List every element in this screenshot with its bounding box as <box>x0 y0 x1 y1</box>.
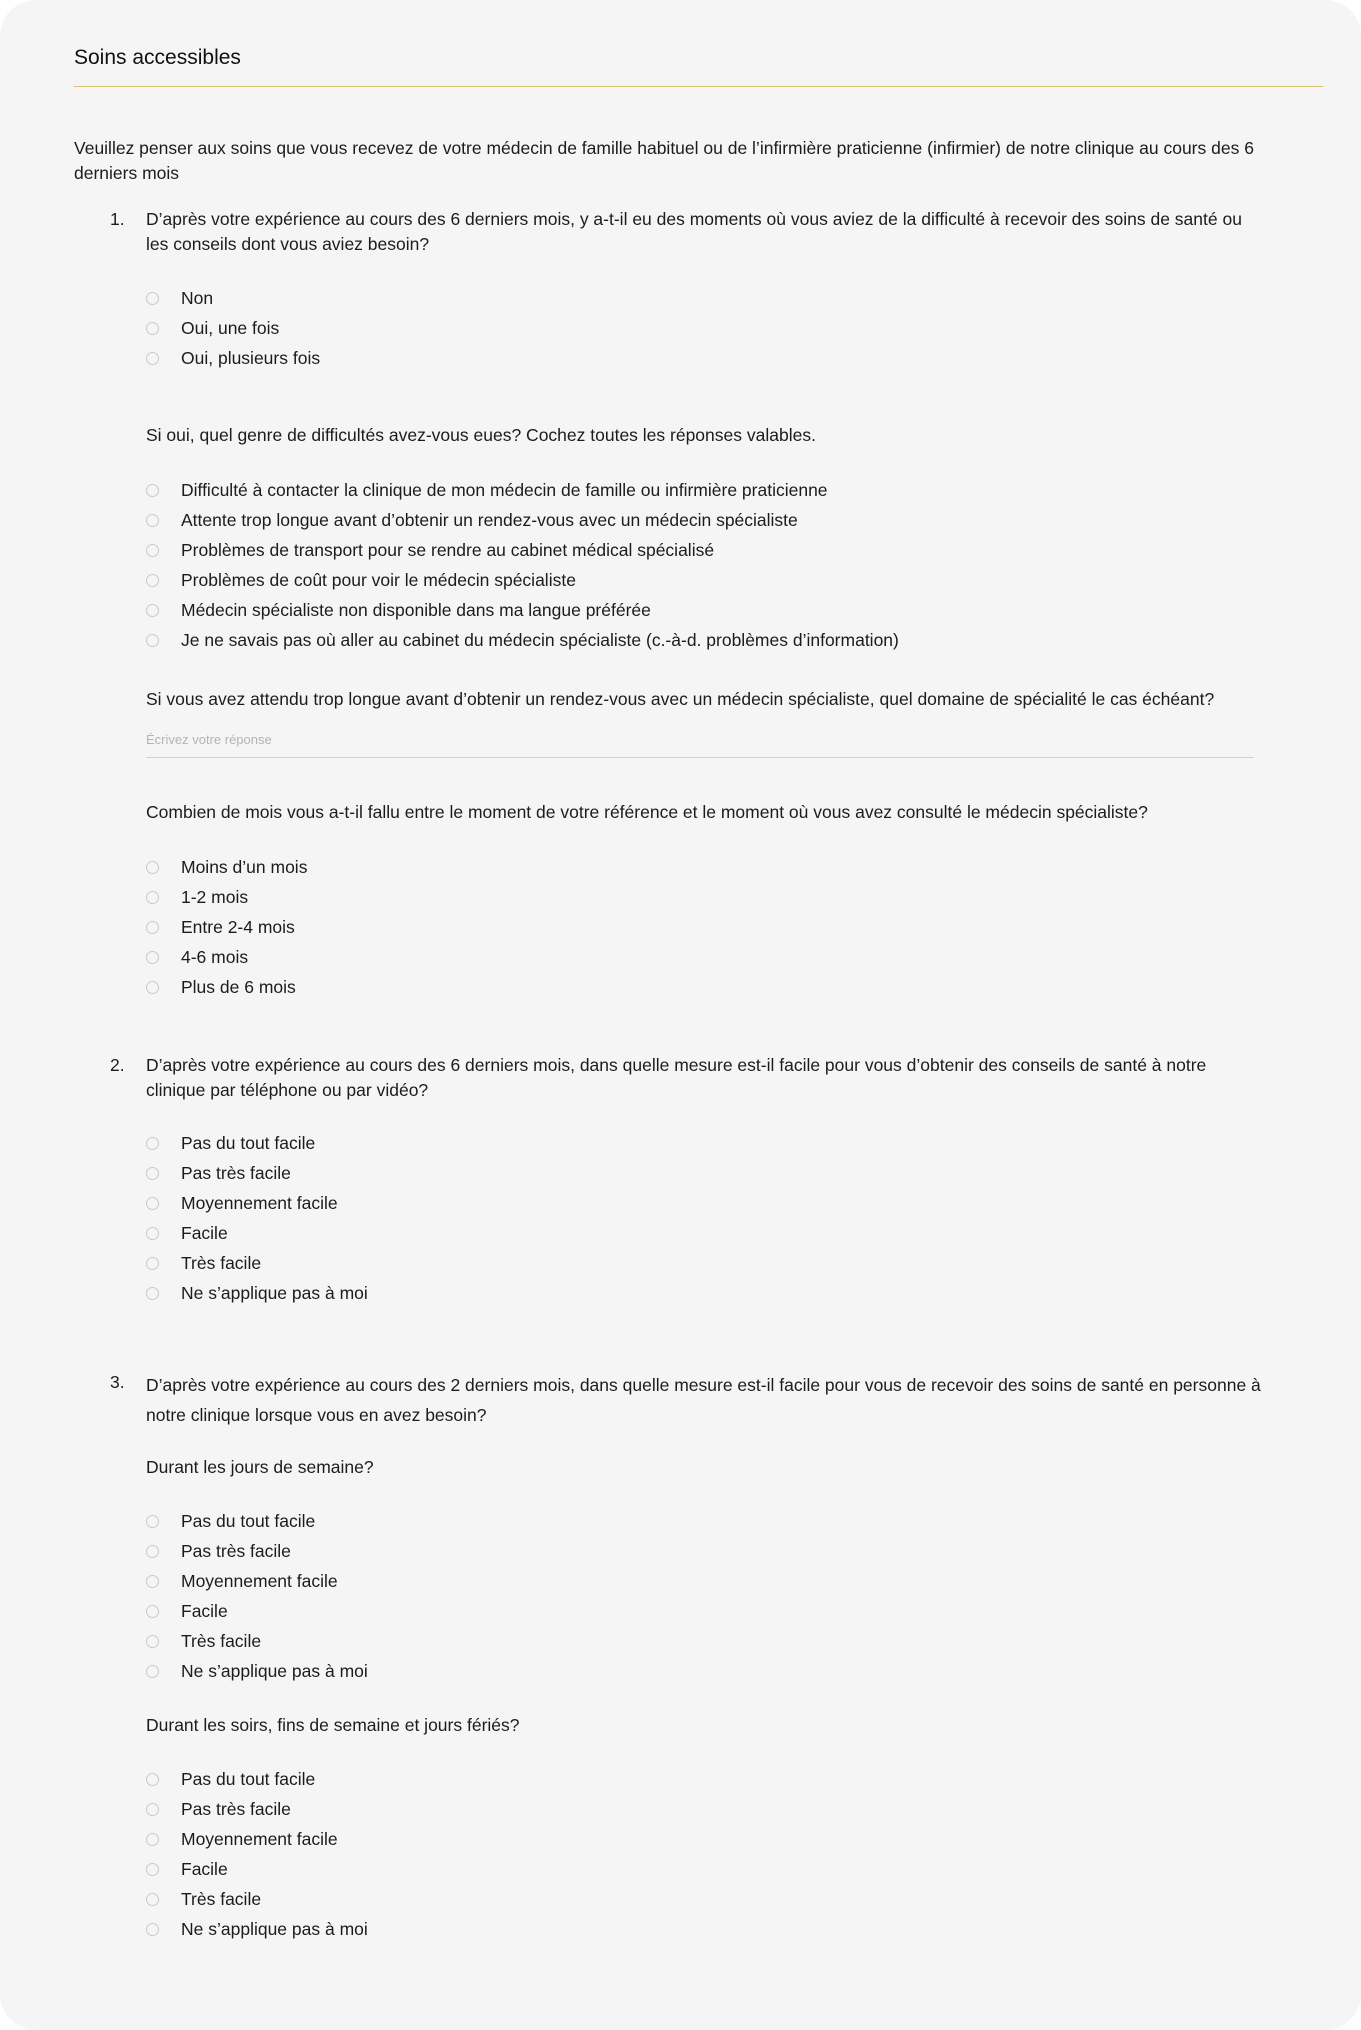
q3-evenings-option[interactable] <box>146 1856 228 1882</box>
question-1-text: D’après votre expérience au cours des 6 derniers mois, y a-t-il eu des moments où vous aviez de la difficulté à recevoir des soins de santé ou les conseils dont vous aviez besoin? <box>146 209 1242 254</box>
option-label: Facile <box>181 1222 228 1243</box>
question-2-text: D’après votre expérience au cours des 6 derniers mois, dans quelle mesure est-il facile pour vous d’obtenir des conseils de santé à notre clinique par téléphone ou par vidéo? <box>146 1055 1207 1100</box>
q3-weekdays-option[interactable] <box>146 1598 228 1624</box>
checkbox[interactable] <box>146 484 159 497</box>
q3-evenings-option[interactable] <box>146 1886 261 1912</box>
intro-text: Veuillez penser aux soins que vous recevez de votre médecin de famille habituel ou de l’infirmière praticienne (infirmier) de notre clinique au cours des 6 derniers mois <box>74 138 1254 183</box>
option-label: Moyennement facile <box>181 1570 338 1591</box>
radio-button[interactable] <box>146 1227 159 1240</box>
q3-weekdays-option[interactable] <box>146 1568 338 1594</box>
option-label: Pas très facile <box>181 1798 291 1819</box>
checkbox[interactable] <box>146 634 159 647</box>
q1-wait-option[interactable] <box>146 974 296 1000</box>
q2-option[interactable] <box>146 1250 261 1276</box>
option-label: Moyennement facile <box>181 1192 338 1213</box>
option-label: Pas du tout facile <box>181 1510 316 1531</box>
title-divider <box>74 86 1323 87</box>
q2-option[interactable] <box>146 1130 315 1156</box>
q1-wait-question: Combien de mois vous a-t-il fallu entre le moment de votre référence et le moment où vous avez consulté le médecin spécialiste? <box>146 802 1148 822</box>
checkbox[interactable] <box>146 514 159 527</box>
option-label: Très facile <box>181 1252 262 1273</box>
option-label: Pas très facile <box>181 1162 291 1183</box>
radio-button[interactable] <box>146 322 159 335</box>
q1-difficulty-option[interactable] <box>146 567 576 593</box>
option-label: Pas du tout facile <box>181 1132 316 1153</box>
q1-option-oui-plusieurs-fois[interactable] <box>146 345 320 371</box>
option-label: Facile <box>181 1600 228 1621</box>
question-2-number: 2. <box>110 1055 125 1075</box>
option-label: Problèmes de transport pour se rendre au cabinet médical spécialisé <box>181 539 715 560</box>
q1-difficulty-option[interactable] <box>146 537 714 563</box>
option-label: Oui, une fois <box>181 317 280 338</box>
question-1-number: 1. <box>110 209 125 229</box>
option-label: Ne s’applique pas à moi <box>181 1660 368 1681</box>
q1-specialty-question: Si vous avez attendu trop longue avant d’obtenir un rendez-vous avec un médecin spécialiste, quel domaine de spécialité le cas échéant? <box>146 689 1215 709</box>
option-label: Attente trop longue avant d’obtenir un rendez-vous avec un médecin spécialiste <box>181 509 798 530</box>
q1-difficulty-option[interactable] <box>146 597 651 623</box>
radio-button[interactable] <box>146 861 159 874</box>
radio-button[interactable] <box>146 1167 159 1180</box>
option-label: Facile <box>181 1858 228 1879</box>
q3-evenings-question: Durant les soirs, fins de semaine et jours fériés? <box>146 1715 520 1735</box>
radio-button[interactable] <box>146 921 159 934</box>
q3-evenings-option[interactable] <box>146 1766 315 1792</box>
option-label: Médecin spécialiste non disponible dans ma langue préférée <box>181 599 651 620</box>
q1-option-non[interactable] <box>146 285 213 311</box>
q3-weekdays-option[interactable] <box>146 1508 315 1534</box>
q1-wait-option[interactable] <box>146 884 248 910</box>
checkbox[interactable] <box>146 604 159 617</box>
option-label: Problèmes de coût pour voir le médecin spécialiste <box>181 569 576 590</box>
q1-difficulties-question: Si oui, quel genre de difficultés avez-vous eues? Cochez toutes les réponses valables. <box>146 425 816 445</box>
radio-button[interactable] <box>146 1863 159 1876</box>
radio-button[interactable] <box>146 951 159 964</box>
q3-evenings-option[interactable] <box>146 1916 368 1942</box>
option-label: 4-6 mois <box>181 946 249 967</box>
q2-option[interactable] <box>146 1220 228 1246</box>
radio-button[interactable] <box>146 1257 159 1270</box>
radio-button[interactable] <box>146 1923 159 1936</box>
radio-button[interactable] <box>146 1515 159 1528</box>
q1-difficulty-option[interactable] <box>146 507 798 533</box>
radio-button[interactable] <box>146 1773 159 1786</box>
checkbox[interactable] <box>146 574 159 587</box>
radio-button[interactable] <box>146 1545 159 1558</box>
q1-difficulty-option[interactable] <box>146 627 899 653</box>
radio-button[interactable] <box>146 1287 159 1300</box>
q1-difficulty-option[interactable] <box>146 477 828 503</box>
option-label: Plus de 6 mois <box>181 976 296 997</box>
q2-option[interactable] <box>146 1160 291 1186</box>
q2-option[interactable] <box>146 1190 338 1216</box>
option-label: Ne s’applique pas à moi <box>181 1282 368 1303</box>
radio-button[interactable] <box>146 891 159 904</box>
q3-evenings-option[interactable] <box>146 1826 338 1852</box>
radio-button[interactable] <box>146 292 159 305</box>
q3-evenings-option[interactable] <box>146 1796 291 1822</box>
radio-button[interactable] <box>146 1605 159 1618</box>
radio-button[interactable] <box>146 1833 159 1846</box>
radio-button[interactable] <box>146 352 159 365</box>
option-label: Oui, plusieurs fois <box>181 347 321 368</box>
option-label: Pas du tout facile <box>181 1768 316 1789</box>
checkbox[interactable] <box>146 544 159 557</box>
option-label: Pas très facile <box>181 1540 291 1561</box>
option-label: 1-2 mois <box>181 886 249 907</box>
radio-button[interactable] <box>146 1803 159 1816</box>
option-label: Ne s’applique pas à moi <box>181 1918 368 1939</box>
option-label: Difficulté à contacter la clinique de mon médecin de famille ou infirmière praticienne <box>181 479 828 500</box>
q3-weekdays-option[interactable] <box>146 1628 261 1654</box>
q2-option[interactable] <box>146 1280 368 1306</box>
radio-button[interactable] <box>146 1665 159 1678</box>
option-label: Moins d’un mois <box>181 856 308 877</box>
option-label: Très facile <box>181 1888 262 1909</box>
option-label: Entre 2-4 mois <box>181 916 295 937</box>
q3-weekdays-option[interactable] <box>146 1538 291 1564</box>
q1-wait-option[interactable] <box>146 944 248 970</box>
q3-weekdays-option[interactable] <box>146 1658 368 1684</box>
radio-button[interactable] <box>146 1137 159 1150</box>
radio-button[interactable] <box>146 1197 159 1210</box>
option-label: Moyennement facile <box>181 1828 338 1849</box>
radio-button[interactable] <box>146 1575 159 1588</box>
question-3-number: 3. <box>110 1372 125 1392</box>
option-label: Non <box>181 287 214 308</box>
q1-option-oui-une-fois[interactable] <box>146 315 279 341</box>
q3-weekdays-question: Durant les jours de semaine? <box>146 1457 374 1477</box>
radio-button[interactable] <box>146 981 159 994</box>
option-label: Très facile <box>181 1630 262 1651</box>
specialty-answer-input[interactable] <box>146 722 1254 758</box>
radio-button[interactable] <box>146 1893 159 1906</box>
question-3-text: D’après votre expérience au cours des 2 derniers mois, dans quelle mesure est-il facile pour vous de recevoir des soins de santé en personne à notre clinique lorsque vous en avez besoin? <box>146 1375 1261 1425</box>
section-title: Soins accessibles <box>74 46 241 69</box>
option-label: Je ne savais pas où aller au cabinet du médecin spécialiste (c.-à-d. problèmes d’information) <box>181 629 899 650</box>
q1-wait-option[interactable] <box>146 914 295 940</box>
q1-wait-option[interactable] <box>146 854 307 880</box>
radio-button[interactable] <box>146 1635 159 1648</box>
